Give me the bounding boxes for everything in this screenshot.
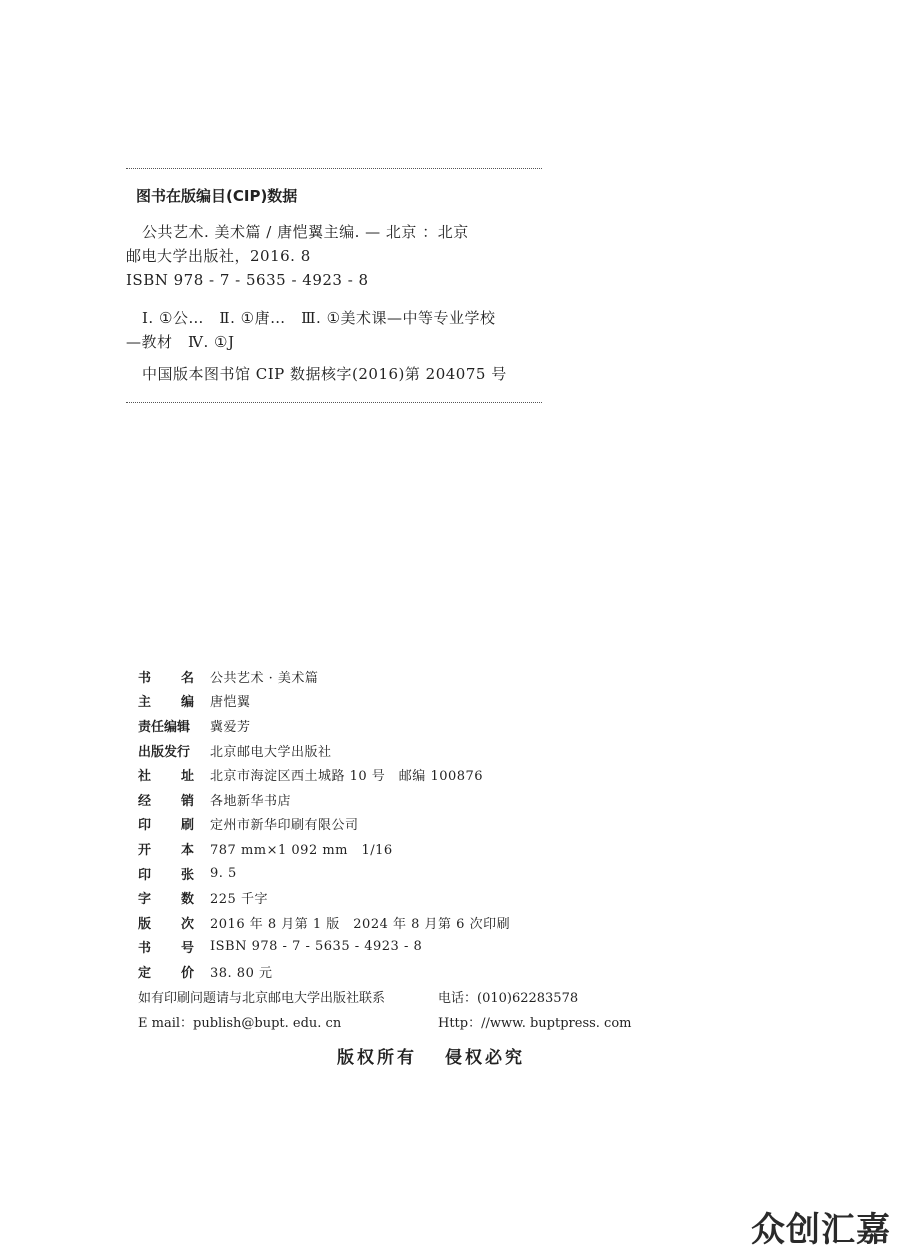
cip-isbn: ISBN 978 - 7 - 5635 - 4923 - 8 <box>126 271 369 289</box>
cip-entry-line2: 邮电大学出版社，2016. 8 <box>126 247 311 265</box>
imprint-label: 字 数 <box>138 892 194 908</box>
cip-title: 图书在版编目(CIP)数据 <box>136 187 298 205</box>
copyright-right: 侵权必究 <box>445 1048 525 1068</box>
cip-class-line2: —教材 Ⅳ. ①J <box>126 333 235 351</box>
imprint-row-edition <box>138 910 658 935</box>
copyright-left: 版权所有 <box>337 1048 417 1068</box>
imprint-label: 出版发行 <box>138 744 191 760</box>
contact-phone: 电话：(010)62283578 <box>438 990 579 1006</box>
cip-entry <box>126 220 542 292</box>
cip-bottom-divider <box>126 402 542 403</box>
imprint-value: 225 千字 <box>210 892 268 908</box>
imprint-label: 版 次 <box>138 916 194 932</box>
imprint-block <box>138 664 658 1034</box>
imprint-rows <box>138 664 658 984</box>
imprint-row-distributor <box>138 787 658 812</box>
imprint-row-title <box>138 664 658 689</box>
contact-website: Http：//www. buptpress. com <box>438 1015 632 1031</box>
contact-row-web <box>138 1009 658 1034</box>
imprint-value: 787 mm×1 092 mm 1/16 <box>210 842 393 858</box>
imprint-value: 冀爱芳 <box>210 719 251 735</box>
imprint-row-printer <box>138 812 658 837</box>
imprint-row-editor <box>138 689 658 714</box>
imprint-value: 公共艺术 · 美术篇 <box>210 670 319 686</box>
imprint-row-address <box>138 762 658 787</box>
imprint-row-wordcount <box>138 885 658 910</box>
imprint-value: 唐恺翼 <box>210 695 251 711</box>
imprint-value: 北京邮电大学出版社 <box>210 744 332 760</box>
imprint-label: 定 价 <box>138 965 194 981</box>
imprint-label: 书 名 <box>138 670 194 686</box>
imprint-row-sheets <box>138 861 658 886</box>
imprint-label: 印 刷 <box>138 818 194 834</box>
imprint-value: ISBN 978 - 7 - 5635 - 4923 - 8 <box>210 939 423 955</box>
imprint-label: 印 张 <box>138 867 194 883</box>
imprint-value: 各地新华书店 <box>210 793 292 809</box>
contact-row-issue <box>138 984 658 1009</box>
imprint-row-responsible-editor <box>138 713 658 738</box>
imprint-value: 定州市新华印刷有限公司 <box>210 818 359 834</box>
imprint-label: 开 本 <box>138 842 194 858</box>
cip-entry-line1: 公共艺术. 美术篇 / 唐恺翼主编. — 北京 ：北京 <box>142 223 469 241</box>
imprint-value: 38. 80 元 <box>210 965 273 981</box>
cip-classification <box>126 306 542 354</box>
imprint-label: 书 号 <box>138 941 194 957</box>
watermark-logo: 众创汇嘉 <box>751 1210 891 1250</box>
cip-body <box>126 220 542 386</box>
imprint-value: 北京市海淀区西土城路 10 号 邮编 100876 <box>210 769 484 785</box>
imprint-row-isbn <box>138 935 658 960</box>
imprint-row-publisher <box>138 738 658 763</box>
imprint-row-price <box>138 959 658 984</box>
cip-block <box>126 168 542 403</box>
imprint-label: 经 销 <box>138 793 194 809</box>
imprint-value: 9. 5 <box>210 865 237 881</box>
contact-issue-text: 如有印刷问题请与北京邮电大学出版社联系 <box>138 990 386 1006</box>
cip-top-divider <box>126 168 542 169</box>
cip-class-line1: Ⅰ. ①公… Ⅱ. ①唐… Ⅲ. ①美术课—中等专业学校 <box>142 309 496 327</box>
imprint-label: 主 编 <box>138 695 194 711</box>
imprint-label: 责任编辑 <box>138 719 191 735</box>
copyright-notice <box>337 1043 525 1068</box>
contact-email: E mail：publish@bupt. edu. cn <box>138 1015 342 1031</box>
imprint-value: 2016 年 8 月第 1 版 2024 年 8 月第 6 次印刷 <box>210 916 511 932</box>
imprint-row-format <box>138 836 658 861</box>
imprint-label: 社 址 <box>138 769 194 785</box>
cip-number: 中国版本图书馆 CIP 数据核字(2016)第 204075 号 <box>142 365 507 383</box>
